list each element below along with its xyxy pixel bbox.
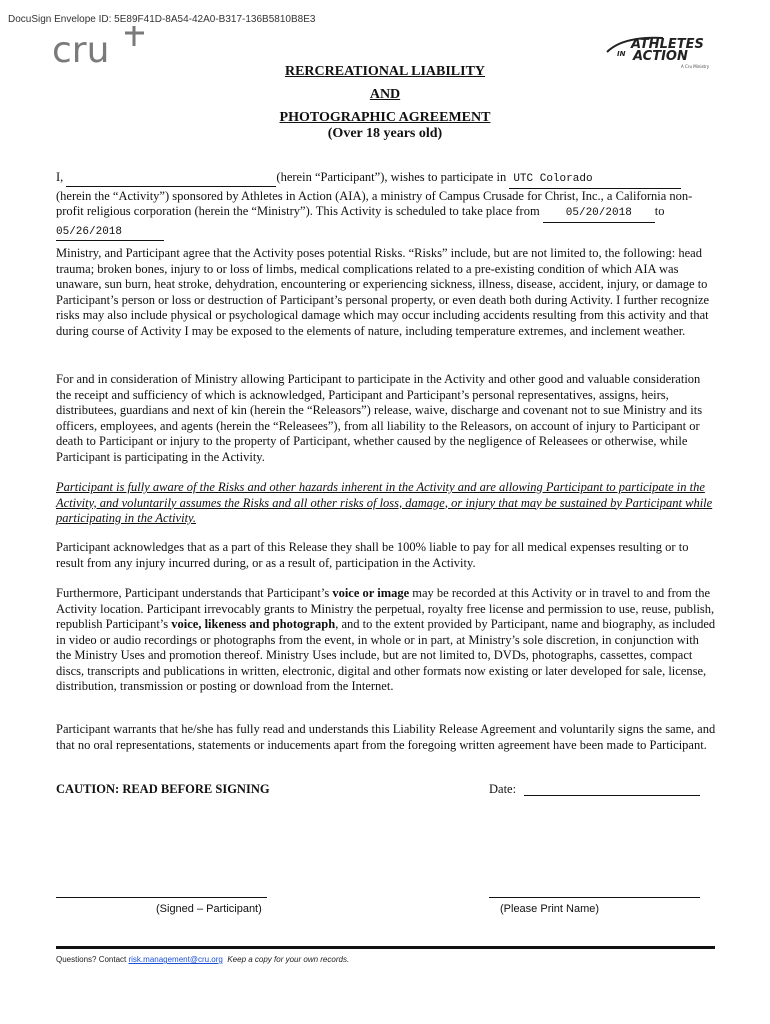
awareness-paragraph: Participant is fully aware of the Risks and other hazards inherent in the Activity and are allowing Participant to participate in the Activity, and voluntarily assumes the Risks and all other risks of loss, damage, or injury that may be sustained by Participant while participating in the Activity. (56, 480, 713, 525)
participant-name-field[interactable] (66, 170, 276, 187)
intro-paragraph (56, 170, 716, 241)
photo-text-e: , and to the extent provided by Participant, name and biography, as included in video or audio recordings or photographs from the event, in whole or in part, at Ministry’s sole discretion, in conjunction with the Ministry Uses and promotion thereof. Ministry Uses include, but are not limited to, DVDs, photographs, cassettes, compact discs, transcripts and publications in written, electronic, digital and other formats now existing or later developed for sale, license, distribution, transmission or posting or download from the Internet. (56, 617, 716, 693)
title-line-4: (Over 18 years old) (327, 126, 443, 141)
photo-text-c: may be recorded at this Activity or in travel to and from the Activity location. Participant irrevocably grants to Ministry the perpetual, royalty free license and permission to use, reuse, publish, republish Participant’s (56, 586, 715, 631)
date-label: Date: (489, 782, 517, 796)
footer-divider (56, 946, 715, 949)
medical-paragraph: Participant acknowledges that as a part of this Release they shall be 100% liable to pay for all medical expenses resulting or to result from any injury incurred during, or as a result of, participation in the Activity. (56, 540, 689, 570)
photo-text-b: voice or image (332, 586, 410, 600)
print-name-field[interactable] (489, 897, 700, 898)
aia-tag: A Cru Ministry (681, 64, 710, 69)
footer-questions: Questions? Contact (56, 955, 129, 964)
start-date-field[interactable] (543, 206, 655, 223)
activity-value: UTC Colorado (513, 173, 593, 185)
date-field[interactable] (524, 795, 700, 796)
photo-text-d: voice, likeness and photograph (171, 617, 336, 631)
aia-line1: ATHLETES (631, 37, 704, 52)
photo-text-a: Furthermore, Participant understands that Participant’s (56, 586, 333, 600)
cru-logo-text: cru (52, 30, 110, 70)
intro-to: to (654, 204, 665, 218)
risks-paragraph: Ministry, and Participant agree that the Activity poses potential Risks. “Risks” include, but are not limited to, the following: head trauma; broken bones, injury to or loss of limbs, medical complications related to a pre-existing condition of which AIA was unaware, sun burn, heat stroke, dehydration, encountering or experiencing sickness, illness, disease, accident, injury, or damage to Participant’s person or loss or destruction of Participant’s personal property, or even death both during Activity. I further recognize risks may also include physical or psychological damage which may occur including accidents resulting from this activity and that during course of Activity I may be exposed to the elements of nature, including temperature extremes, and inclement weather. (56, 246, 710, 338)
title-line-2: AND (369, 87, 401, 102)
activity-field[interactable] (509, 172, 681, 189)
signed-participant-label: (Signed – Participant) (156, 903, 262, 915)
print-name-label: (Please Print Name) (500, 903, 600, 915)
footer-keep-copy: Keep a copy for your own records. (227, 955, 350, 964)
start-date-value: 05/20/2018 (565, 207, 632, 219)
release-paragraph: For and in consideration of Ministry allowing Participant to participate in the Activity and other good and valuable consideration the receipt and sufficiency of which is acknowledged, Participant and Participant’s personal representatives, assigns, heirs, distributees, guardians and next of kin (herein the “Releasors”) release, waive, discharge and covenant not to sue Ministry and its officers, employees, and agents (herein the “Releasees”), from all liability to the Releasors, on account of injury to Participant or death to Participant or injury to the property of Participant, whether caused by the negligence of Releasees or otherwise, while Participant is participating in the Activity. (56, 372, 703, 464)
intro-herein-participant: (herein “Participant”), wishes to participate in (276, 170, 507, 184)
intro-rest: (herein the “Activity”) sponsored by Athletes in Action (AIA), a ministry of Campus Crusade for Christ, Inc., a California non-profit religious corporation (herein the “Ministry”). This Activity is scheduled to take place from (56, 188, 693, 218)
aia-line2: ACTION (633, 49, 688, 64)
risk-management-email-link[interactable]: risk.management@cru.org (128, 955, 223, 964)
title-line-1: RERCREATIONAL LIABILITY (284, 64, 486, 79)
photo-paragraph (56, 586, 716, 695)
end-date-value: 05/26/2018 (56, 225, 123, 238)
signature-field[interactable] (56, 897, 267, 898)
end-date-field[interactable] (56, 225, 164, 242)
warrant-paragraph: Participant warrants that he/she has fully read and understands this Liability Release Agreement and voluntarily signs the same, and that no oral representations, statements or inducements apart from the foregoing written agreement have been made to Participant. (56, 722, 716, 752)
intro-i: I, (56, 170, 64, 184)
title-line-3: PHOTOGRAPHIC AGREEMENT (279, 110, 491, 125)
docusign-envelope-id: DocuSign Envelope ID: 5E89F41D-8A54-42A0-B317-136B5810B8E3 (8, 14, 316, 25)
aia-in: IN (617, 50, 626, 58)
caution-heading: CAUTION: READ BEFORE SIGNING (56, 782, 270, 796)
footer (56, 955, 349, 964)
